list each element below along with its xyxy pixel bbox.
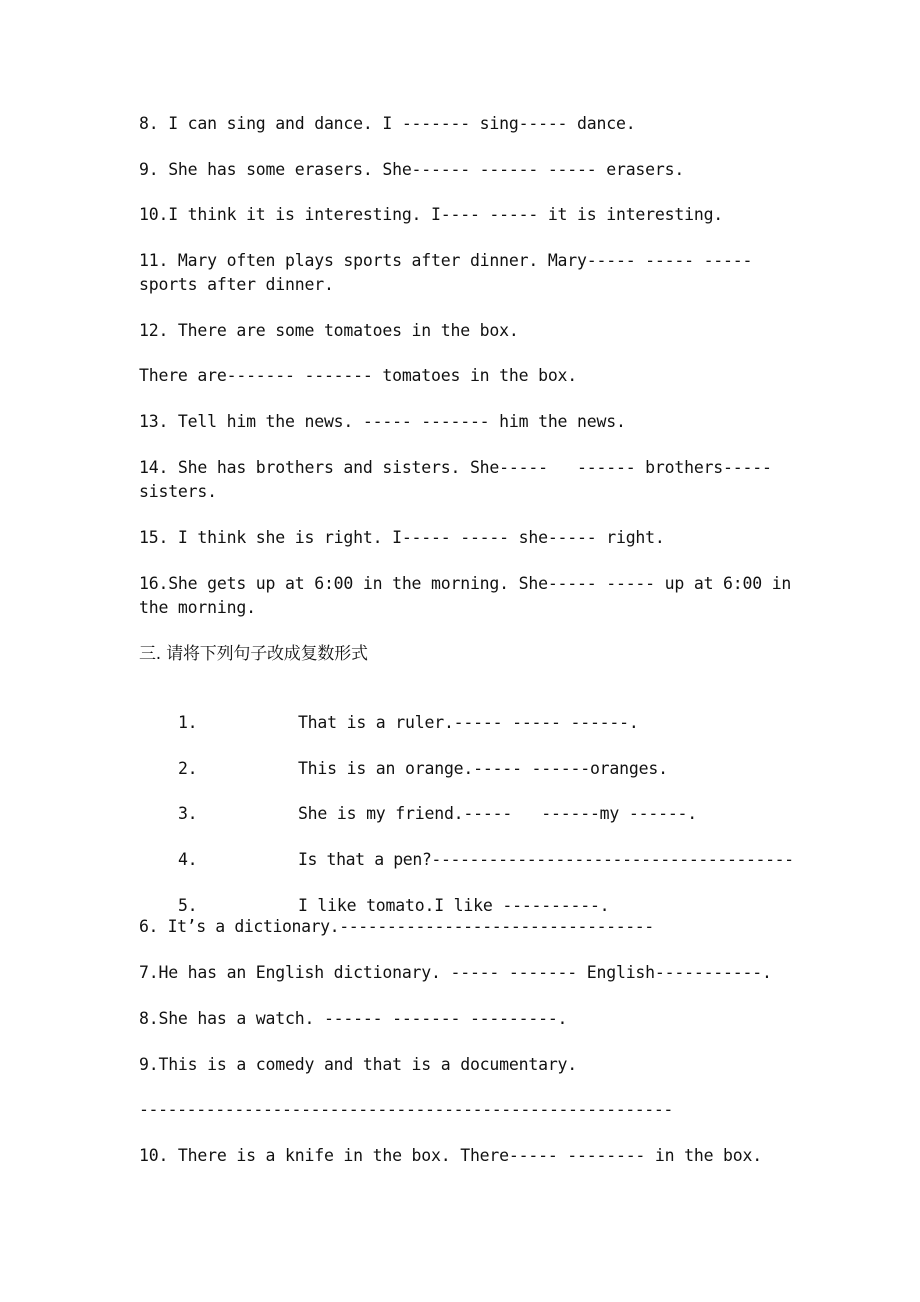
item-number: 2. <box>177 759 198 778</box>
exercise-item-11: 11. Mary often plays sports after dinner. Mary----- ----- ----- sports after dinner. <box>139 251 762 294</box>
item-number: 5. <box>177 896 198 915</box>
exercise-item-14: 14. She has brothers and sisters. She----- ------ brothers----- sisters. <box>139 458 782 501</box>
item-text: That is a ruler.----- ----- ------. <box>297 713 639 732</box>
item-text: This is an orange.----- ------oranges. <box>297 759 668 778</box>
answer-blank-line: -------------------------------------------------------- <box>139 1100 673 1119</box>
item-number: 1. <box>177 713 198 732</box>
exercise-item-15: 15. I think she is right. I----- ----- she----- right. <box>139 528 665 547</box>
plural-item-10: 10. There is a knife in the box. There----- -------- in the box. <box>139 1146 762 1165</box>
exercise-item-16: 16.She gets up at 6:00 in the morning. She----- ----- up at 6:00 in the morning. <box>139 574 801 617</box>
item-text: She is my friend.----- ------my ------. <box>297 804 698 823</box>
plural-item-8: 8.She has a watch. ------ ------- ---------. <box>139 1009 568 1028</box>
section-heading: 三. 请将下列句子改成复数形式 <box>139 644 368 664</box>
exercise-item-9: 9. She has some erasers. She------ ------ ----- erasers. <box>139 160 685 179</box>
item-number: 3. <box>177 804 198 823</box>
exercise-item-12: 12. There are some tomatoes in the box. <box>139 321 519 340</box>
plural-item-6: 6. It’s a dictionary.--------------------------------- <box>139 917 654 936</box>
exercise-item-12-answer: There are------- ------- tomatoes in the box. <box>139 366 578 385</box>
exercise-item-13: 13. Tell him the news. ----- ------- him the news. <box>139 412 626 431</box>
exercise-item-8: 8. I can sing and dance. I ------- sing----- dance. <box>139 114 636 133</box>
plural-item-7: 7.He has an English dictionary. ----- ------- English-----------. <box>139 963 772 982</box>
item-text: I like tomato.I like ----------. <box>297 896 610 915</box>
item-text: Is that a pen?-------------------------------------- <box>297 850 794 869</box>
plural-item-9: 9.This is a comedy and that is a documentary. <box>139 1055 578 1074</box>
exercise-item-10: 10.I think it is interesting. I---- ----- it is interesting. <box>139 205 724 224</box>
item-number: 4. <box>177 850 198 869</box>
